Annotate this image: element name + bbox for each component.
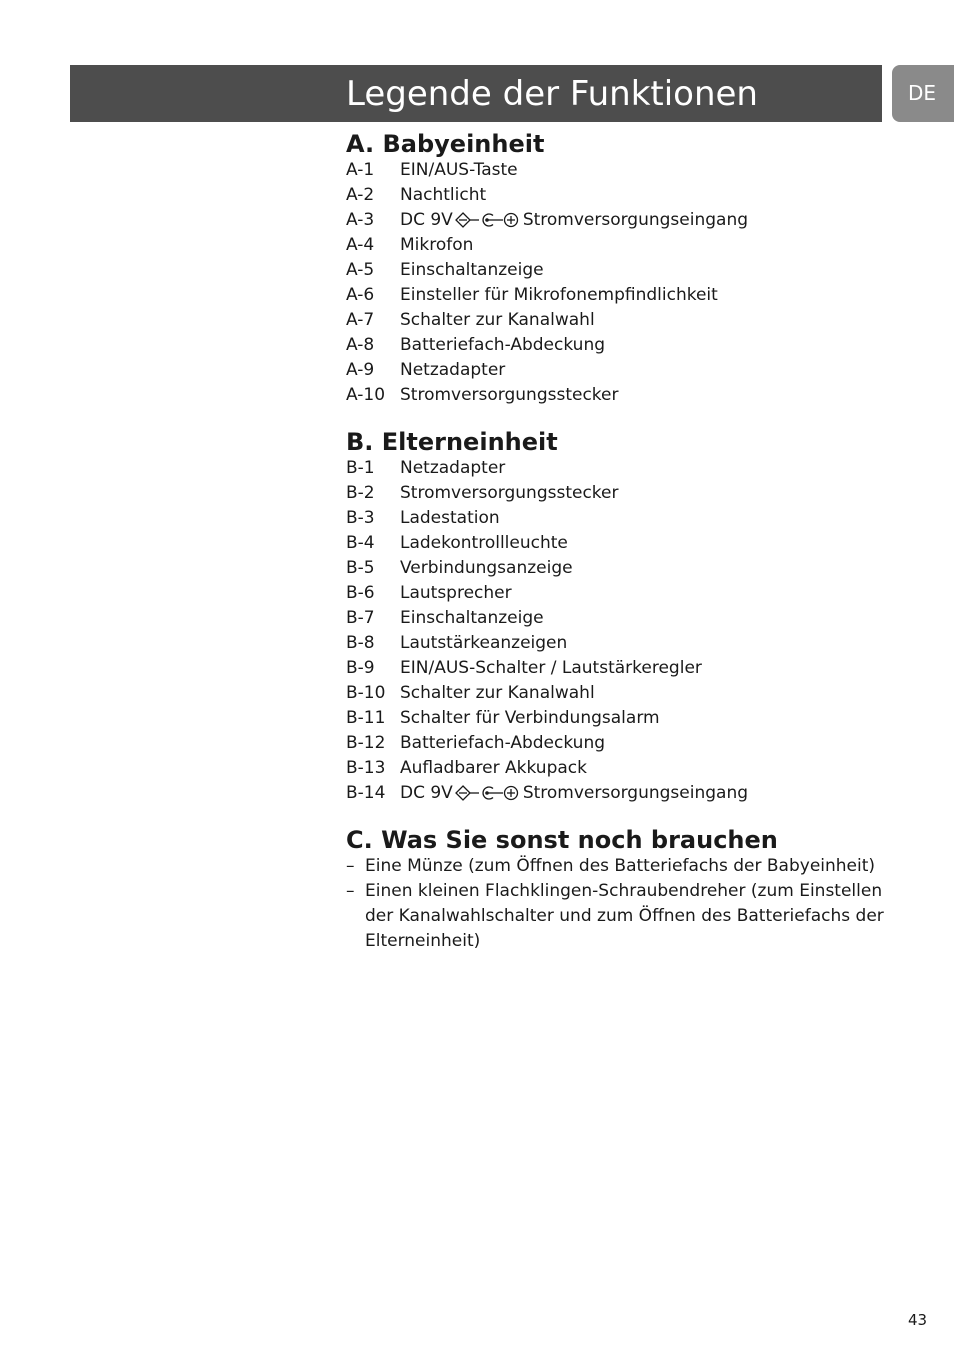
list-item	[346, 506, 886, 531]
list-item	[346, 481, 886, 506]
item-code: A-9	[346, 360, 375, 380]
language-tab-label: DE	[908, 81, 937, 105]
item-code: B-14	[346, 783, 386, 803]
list-item	[346, 233, 886, 258]
list-dash: –	[346, 881, 355, 901]
section-b-title: B. Elterneinheit	[346, 428, 558, 456]
item-code: B-2	[346, 483, 375, 503]
list-dash: –	[346, 856, 355, 876]
item-code: A-1	[346, 160, 375, 180]
item-label: Lautstärkeanzeigen	[400, 633, 568, 653]
item-label: Batteriefach-Abdeckung	[400, 733, 606, 753]
list-item	[346, 581, 886, 606]
item-label: Stromversorgungsstecker	[400, 483, 619, 503]
section-c-list	[346, 854, 886, 954]
list-item	[346, 656, 886, 681]
section-gap	[346, 408, 886, 428]
item-code: B-11	[346, 708, 386, 728]
item-label: Einschaltanzeige	[400, 260, 544, 280]
page-title: Legende der Funktionen	[346, 74, 758, 114]
item-code: A-2	[346, 185, 375, 205]
item-label: Verbindungsanzeige	[400, 558, 573, 578]
item-label: Einschaltanzeige	[400, 608, 544, 628]
item-label: Schalter für Verbindungsalarm	[400, 708, 660, 728]
item-code: B-8	[346, 633, 375, 653]
list-item	[346, 681, 886, 706]
item-code: B-1	[346, 458, 375, 478]
item-code: B-5	[346, 558, 375, 578]
item-code: A-5	[346, 260, 375, 280]
list-item	[346, 556, 886, 581]
item-label: EIN/AUS-Schalter / Lautstärkeregler	[400, 658, 702, 678]
item-label: Mikrofon	[400, 235, 474, 255]
list-item	[346, 531, 886, 556]
item-label: Nachtlicht	[400, 185, 487, 205]
item-code: A-4	[346, 235, 375, 255]
item-code: A-3	[346, 210, 375, 230]
item-code: B-13	[346, 758, 386, 778]
item-label: Ladestation	[400, 508, 500, 528]
section-gap	[346, 806, 886, 826]
item-code: A-10	[346, 385, 386, 405]
item-label: Schalter zur Kanalwahl	[400, 310, 595, 330]
list-item	[346, 208, 886, 233]
item-code: B-6	[346, 583, 375, 603]
item-prefix: DC 9V	[400, 783, 453, 803]
section-c-title: C. Was Sie sonst noch brauchen	[346, 826, 778, 854]
item-text: Einen kleinen Flachklingen-Schraubendreher (zum Einstellen der Kanalwahlschalter und zum Öffnen des Batteriefachs der Elterneinheit)	[365, 881, 884, 951]
list-item	[346, 706, 886, 731]
item-label: Lautsprecher	[400, 583, 512, 603]
list-item	[346, 258, 886, 283]
list-item	[346, 854, 886, 879]
item-code: B-3	[346, 508, 375, 528]
item-label: Stromversorgungseingang	[522, 210, 749, 230]
list-item	[346, 158, 886, 183]
item-label: Aufladbarer Akkupack	[400, 758, 587, 778]
item-code: B-4	[346, 533, 375, 553]
page-number: 43	[908, 1311, 928, 1329]
item-label: Batteriefach-Abdeckung	[400, 335, 606, 355]
list-item	[346, 183, 886, 208]
section-a-list	[346, 158, 886, 408]
list-item	[346, 308, 886, 333]
section-a-title: A. Babyeinheit	[346, 130, 545, 158]
item-text: Eine Münze (zum Öffnen des Batteriefachs der Babyeinheit)	[365, 856, 876, 876]
list-item	[346, 358, 886, 383]
item-label: Stromversorgungsstecker	[400, 385, 619, 405]
dc-polarity-icon	[455, 212, 519, 228]
item-label: Stromversorgungseingang	[522, 783, 749, 803]
content	[346, 130, 886, 954]
list-item	[346, 383, 886, 408]
list-item	[346, 756, 886, 781]
list-item	[346, 879, 886, 954]
item-label: Einsteller für Mikrofonempfindlichkeit	[400, 285, 718, 305]
item-label: EIN/AUS-Taste	[400, 160, 518, 180]
item-code: B-9	[346, 658, 375, 678]
item-code: A-6	[346, 285, 375, 305]
section-b-list	[346, 456, 886, 806]
list-item	[346, 731, 886, 756]
dc-polarity-icon	[455, 785, 519, 801]
item-label: Ladekontrollleuchte	[400, 533, 568, 553]
item-code: A-8	[346, 335, 375, 355]
item-code: A-7	[346, 310, 375, 330]
list-item	[346, 283, 886, 308]
title-bar	[70, 65, 882, 122]
item-prefix: DC 9V	[400, 210, 453, 230]
item-label: Netzadapter	[400, 360, 506, 380]
item-code: B-7	[346, 608, 375, 628]
list-item	[346, 631, 886, 656]
list-item	[346, 781, 886, 806]
list-item	[346, 333, 886, 358]
item-label: Netzadapter	[400, 458, 506, 478]
list-item	[346, 456, 886, 481]
item-label: Schalter zur Kanalwahl	[400, 683, 595, 703]
item-code: B-12	[346, 733, 386, 753]
language-tab	[892, 65, 954, 122]
item-code: B-10	[346, 683, 386, 703]
list-item	[346, 606, 886, 631]
